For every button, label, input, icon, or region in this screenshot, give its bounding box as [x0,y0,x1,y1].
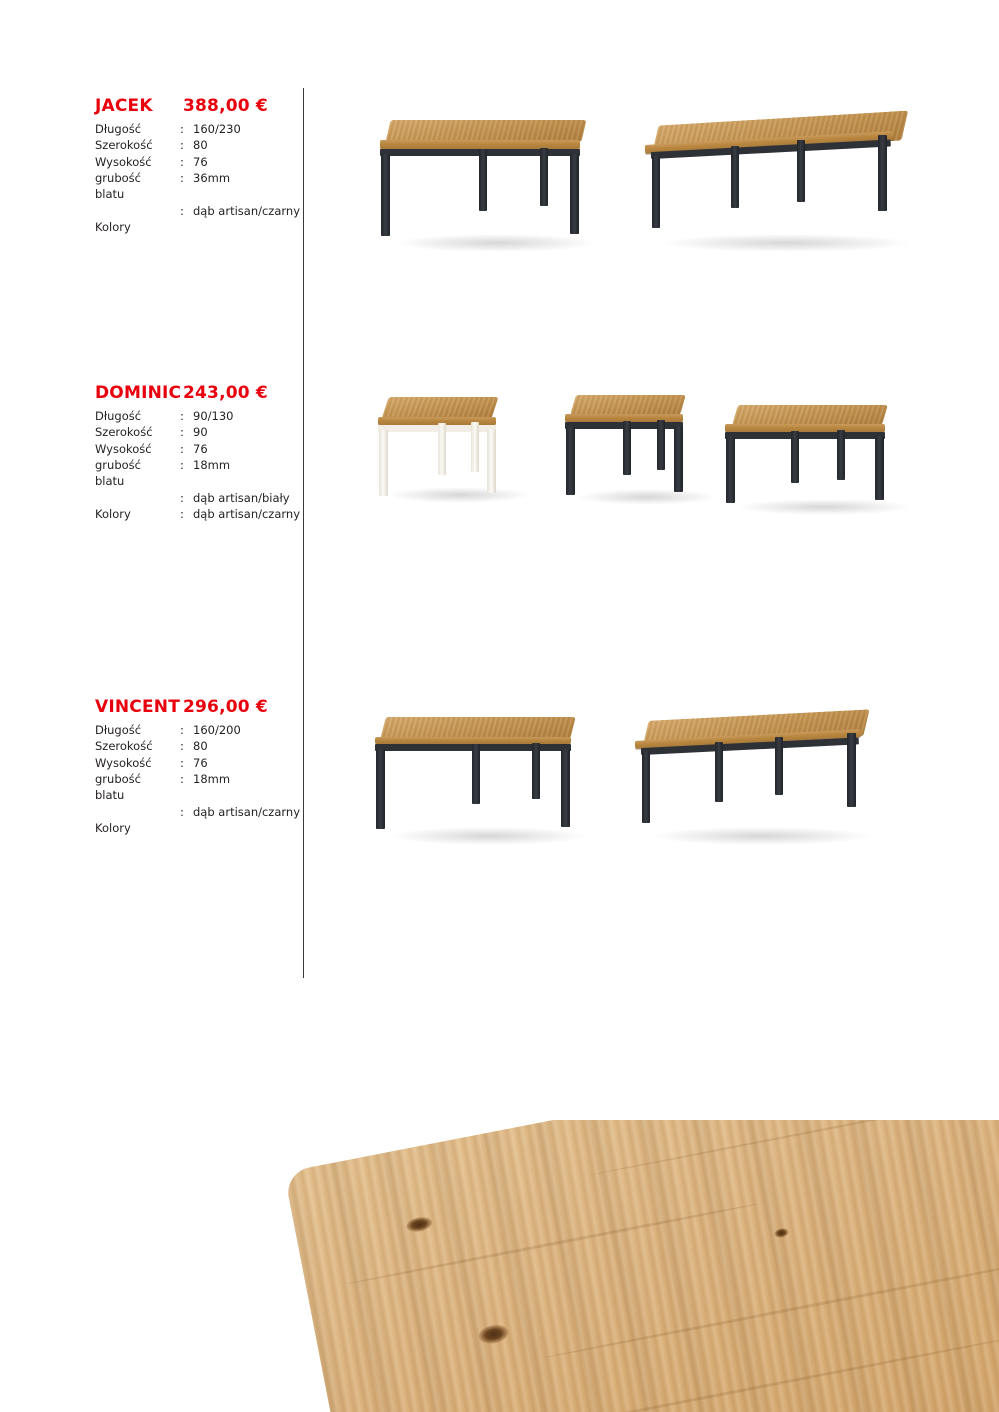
spec-label-thickness-1: grubość [95,170,141,185]
table-top-surface [381,397,498,419]
spec-row-color-1 [95,804,300,820]
spec-value-height: 76 [193,154,208,169]
table-leg [532,743,540,799]
table-leg [875,436,884,500]
table-leg [623,421,631,475]
table-leg [561,749,570,827]
table-leg [837,430,845,480]
table-top-edge [380,140,580,149]
product-photo-jacek-closed [380,118,600,248]
photo-shadow [389,827,589,845]
spec-value-color-1: dąb artisan/biały [193,490,290,505]
table-leg [657,420,665,470]
spec-row-colors-label [95,219,300,235]
spec-label-length: Długość [95,409,142,423]
product-header [95,697,305,717]
spec-row-thickness [95,457,300,473]
spec-value-height: 76 [193,755,208,770]
wood-grain [544,1249,999,1359]
product-name: VINCENT [95,697,181,717]
spec-colon: : [180,506,184,521]
spec-row-thickness-2 [95,186,300,202]
table-leg [379,430,388,496]
table-leg [775,737,783,795]
product-photos-jacek [330,100,999,280]
wood-grain [429,1335,999,1412]
product-photo-jacek-extended [645,118,925,248]
spec-value-thickness: 18mm [193,771,231,786]
product-price: 296,00 € [183,697,268,717]
table-leg [878,135,887,211]
spec-row-length [95,722,300,738]
spec-colon: : [180,441,184,456]
spec-row-width [95,137,300,153]
table-leg [731,146,739,208]
table-top-surface [385,120,586,142]
table-leg [566,427,575,495]
spec-row-color-1 [95,490,300,506]
table-apron [725,432,885,439]
wood-grain [590,1120,999,1176]
product-photo-dominic-closed [565,393,740,508]
table-leg [472,744,480,804]
spec-colon: : [180,739,184,754]
table-leg [540,148,548,206]
product-spec-table [95,408,300,522]
product-photo-dominic-extended [725,403,935,518]
product-spec-table [95,121,300,235]
spec-label-height: Wysokość [95,154,152,169]
spec-row-length [95,121,300,137]
spec-row-color-1 [95,203,300,219]
product-photos-dominic [330,385,999,555]
product-name: JACEK [95,96,153,116]
spec-row-colors-label [95,820,300,836]
spec-label-width: Szerokość [95,425,153,440]
spec-label-height: Wysokość [95,755,152,770]
product-photos-vincent [330,700,999,870]
table-leg [381,154,390,236]
spec-colon: : [180,154,184,169]
table-leg [487,429,496,493]
spec-label-width: Szerokość [95,138,153,153]
table-top-surface [570,395,686,415]
table-leg [471,422,479,472]
photo-shadow [649,827,874,845]
spec-label-length: Długość [95,723,142,737]
table-top-edge [375,737,571,744]
spec-value-width: 80 [193,138,208,153]
spec-row-thickness [95,771,300,787]
spec-label-thickness-2: blatu [95,788,125,803]
product-block-vincent [95,697,305,836]
wood-surface [287,1120,999,1412]
spec-value-length: 160/200 [193,723,241,737]
product-block-jacek [95,96,305,235]
spec-colon: : [180,457,184,472]
wood-knot [774,1227,789,1239]
spec-value-thickness: 18mm [193,457,231,472]
spec-value-color-1: dąb artisan/czarny [193,203,301,218]
product-photo-vincent-closed [375,715,595,845]
wood-knot [477,1323,510,1346]
spec-colon: : [180,138,184,153]
spec-value-color-1: dąb artisan/czarny [193,804,301,819]
spec-row-color-2 [95,506,300,522]
spec-value-width: 90 [193,425,208,440]
photo-shadow [737,499,912,515]
table-leg [674,426,683,492]
spec-label-thickness-1: grubość [95,771,141,786]
table-leg [438,423,446,475]
table-top-surface [732,405,888,425]
product-spec-table [95,722,300,836]
spec-label-width: Szerokość [95,739,153,754]
spec-value-length: 160/230 [193,122,241,136]
product-price: 243,00 € [183,383,268,403]
spec-colon: : [180,804,184,819]
table-leg [797,140,805,202]
spec-colon: : [180,170,184,185]
spec-row-length [95,408,300,424]
wood-knot [405,1215,433,1234]
spec-row-height [95,755,300,771]
spec-value-color-2: dąb artisan/czarny [193,506,301,521]
photo-shadow [577,489,717,505]
spec-row-thickness [95,170,300,186]
product-name: DOMINIC [95,383,182,403]
table-leg [479,149,487,211]
table-leg [791,431,799,483]
spec-value-length: 90/130 [193,409,234,423]
spec-label-thickness-2: blatu [95,474,125,489]
spec-colon: : [180,203,184,218]
spec-value-width: 80 [193,739,208,754]
spec-label-height: Wysokość [95,441,152,456]
table-leg [726,437,735,503]
table-leg [847,733,856,807]
spec-label-colors: Kolory [95,506,131,521]
spec-colon: : [180,409,184,423]
spec-label-colors: Kolory [95,219,131,234]
table-leg [642,751,650,823]
table-top-edge [725,424,885,432]
spec-row-width [95,738,300,754]
spec-row-height [95,154,300,170]
product-photo-vincent-extended [635,715,885,845]
table-leg [376,749,385,829]
spec-row-thickness-2 [95,473,300,489]
table-leg [570,154,579,234]
photo-shadow [394,234,599,252]
product-price: 388,00 € [183,96,268,116]
table-leg [715,742,723,802]
product-header [95,96,305,116]
spec-colon: : [180,771,184,786]
product-header [95,383,305,403]
table-leg [652,156,660,228]
spec-colon: : [180,723,184,737]
spec-value-thickness: 36mm [193,170,231,185]
spec-colon: : [180,490,184,505]
spec-label-thickness-1: grubość [95,457,141,472]
spec-colon: : [180,425,184,440]
spec-label-thickness-2: blatu [95,187,125,202]
spec-row-height [95,441,300,457]
spec-row-thickness-2 [95,787,300,803]
wood-grain [346,1202,759,1285]
wood-tabletop-photo [287,1120,999,1412]
spec-colon: : [180,122,184,136]
product-block-dominic [95,383,305,522]
table-top-surface [380,717,575,739]
spec-colon: : [180,755,184,770]
photo-shadow [659,234,914,252]
spec-label-length: Długość [95,122,142,136]
product-photo-dominic-white [375,395,545,505]
spec-row-width [95,424,300,440]
spec-value-height: 76 [193,441,208,456]
photo-shadow [387,487,532,503]
spec-label-colors: Kolory [95,820,131,835]
